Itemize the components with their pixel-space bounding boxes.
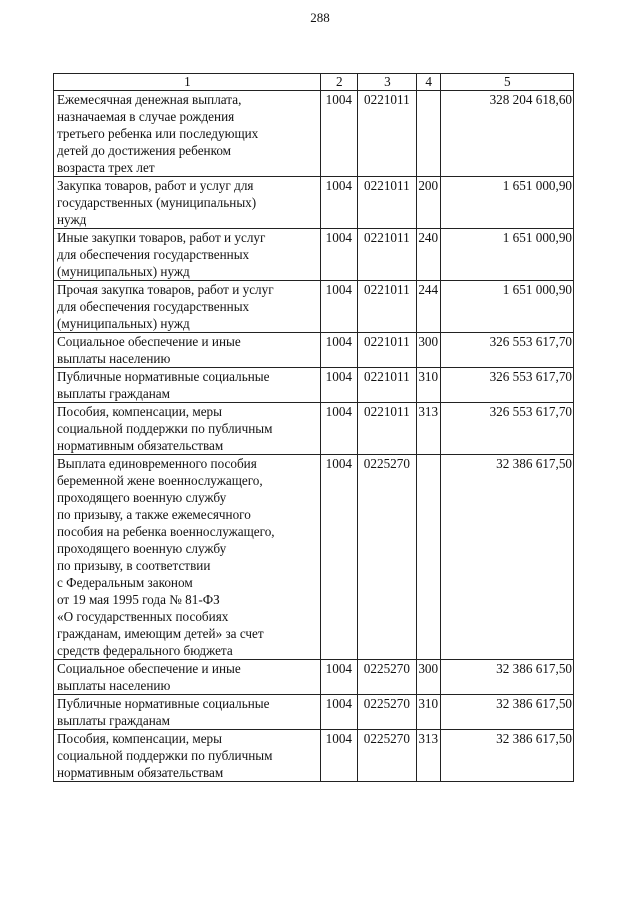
- row-name: Прочая закупка товаров, работ и услуг для обеспечения государственных (муниципальных) нужд: [54, 281, 321, 333]
- row-type-code: 310: [416, 695, 440, 730]
- table-row: [54, 730, 574, 782]
- row-amount: 1 651 000,90: [440, 229, 573, 281]
- row-section-code: 1004: [320, 177, 357, 229]
- column-header-1: 1: [54, 74, 321, 91]
- row-name: Закупка товаров, работ и услуг для государственных (муниципальных) нужд: [54, 177, 321, 229]
- row-type-code: 244: [416, 281, 440, 333]
- row-type-code: 300: [416, 333, 440, 368]
- table-row: [54, 281, 574, 333]
- row-type-code: 313: [416, 730, 440, 782]
- row-amount: 32 386 617,50: [440, 455, 573, 660]
- row-amount: 326 553 617,70: [440, 403, 573, 455]
- row-amount: 326 553 617,70: [440, 333, 573, 368]
- row-section-code: 1004: [320, 281, 357, 333]
- row-target-code: 0221011: [357, 91, 416, 177]
- row-type-code: 200: [416, 177, 440, 229]
- table-row: [54, 177, 574, 229]
- row-target-code: 0225270: [357, 455, 416, 660]
- row-amount: 32 386 617,50: [440, 730, 573, 782]
- row-name: Ежемесячная денежная выплата, назначаемая в случае рождения третьего ребенка или последующих детей до достижения ребенком возраста трех лет: [54, 91, 321, 177]
- column-header-2: 2: [320, 74, 357, 91]
- row-type-code: 300: [416, 660, 440, 695]
- row-amount: 328 204 618,60: [440, 91, 573, 177]
- row-target-code: 0221011: [357, 368, 416, 403]
- column-header-5: 5: [440, 74, 573, 91]
- row-section-code: 1004: [320, 695, 357, 730]
- row-type-code: [416, 455, 440, 660]
- row-amount: 326 553 617,70: [440, 368, 573, 403]
- table-row: [54, 403, 574, 455]
- row-name: Пособия, компенсации, меры социальной поддержки по публичным нормативным обязательствам: [54, 403, 321, 455]
- row-target-code: 0221011: [357, 281, 416, 333]
- row-target-code: 0221011: [357, 333, 416, 368]
- row-type-code: 240: [416, 229, 440, 281]
- table-row: [54, 695, 574, 730]
- row-name: Социальное обеспечение и иные выплаты населению: [54, 333, 321, 368]
- row-name: Иные закупки товаров, работ и услуг для обеспечения государственных (муниципальных) нужд: [54, 229, 321, 281]
- header-row: [54, 74, 574, 91]
- table-row: [54, 368, 574, 403]
- row-section-code: 1004: [320, 403, 357, 455]
- table-row: [54, 660, 574, 695]
- page-number: 288: [310, 10, 330, 25]
- row-target-code: 0225270: [357, 730, 416, 782]
- row-name: Публичные нормативные социальные выплаты гражданам: [54, 368, 321, 403]
- row-section-code: 1004: [320, 229, 357, 281]
- row-name: Публичные нормативные социальные выплаты гражданам: [54, 695, 321, 730]
- row-target-code: 0221011: [357, 229, 416, 281]
- row-section-code: 1004: [320, 730, 357, 782]
- row-amount: 1 651 000,90: [440, 177, 573, 229]
- row-target-code: 0225270: [357, 660, 416, 695]
- column-header-3: 3: [357, 74, 416, 91]
- column-header-4: 4: [416, 74, 440, 91]
- row-type-code: 313: [416, 403, 440, 455]
- row-name: Пособия, компенсации, меры социальной поддержки по публичным нормативным обязательствам: [54, 730, 321, 782]
- budget-table: [53, 73, 574, 782]
- row-amount: 32 386 617,50: [440, 660, 573, 695]
- table-row: [54, 91, 574, 177]
- table-row: [54, 333, 574, 368]
- row-amount: 32 386 617,50: [440, 695, 573, 730]
- row-name: Социальное обеспечение и иные выплаты населению: [54, 660, 321, 695]
- row-section-code: 1004: [320, 368, 357, 403]
- row-name: Выплата единовременного пособия беременной жене военнослужащего, проходящего военную службу по призыву, а также ежемесячного пособия на ребенка военнослужащего, проходящего военную службу по призыву, в соответствии с Федеральным законом от 19 мая 1995 года № 81-ФЗ «О государственных пособиях гражданам, имеющим детей» за счет средств федерального бюджета: [54, 455, 321, 660]
- row-section-code: 1004: [320, 660, 357, 695]
- row-section-code: 1004: [320, 333, 357, 368]
- row-amount: 1 651 000,90: [440, 281, 573, 333]
- row-type-code: [416, 91, 440, 177]
- row-section-code: 1004: [320, 455, 357, 660]
- row-target-code: 0221011: [357, 177, 416, 229]
- row-target-code: 0225270: [357, 695, 416, 730]
- row-target-code: 0221011: [357, 403, 416, 455]
- row-section-code: 1004: [320, 91, 357, 177]
- table-row: [54, 229, 574, 281]
- row-type-code: 310: [416, 368, 440, 403]
- table-row: [54, 455, 574, 660]
